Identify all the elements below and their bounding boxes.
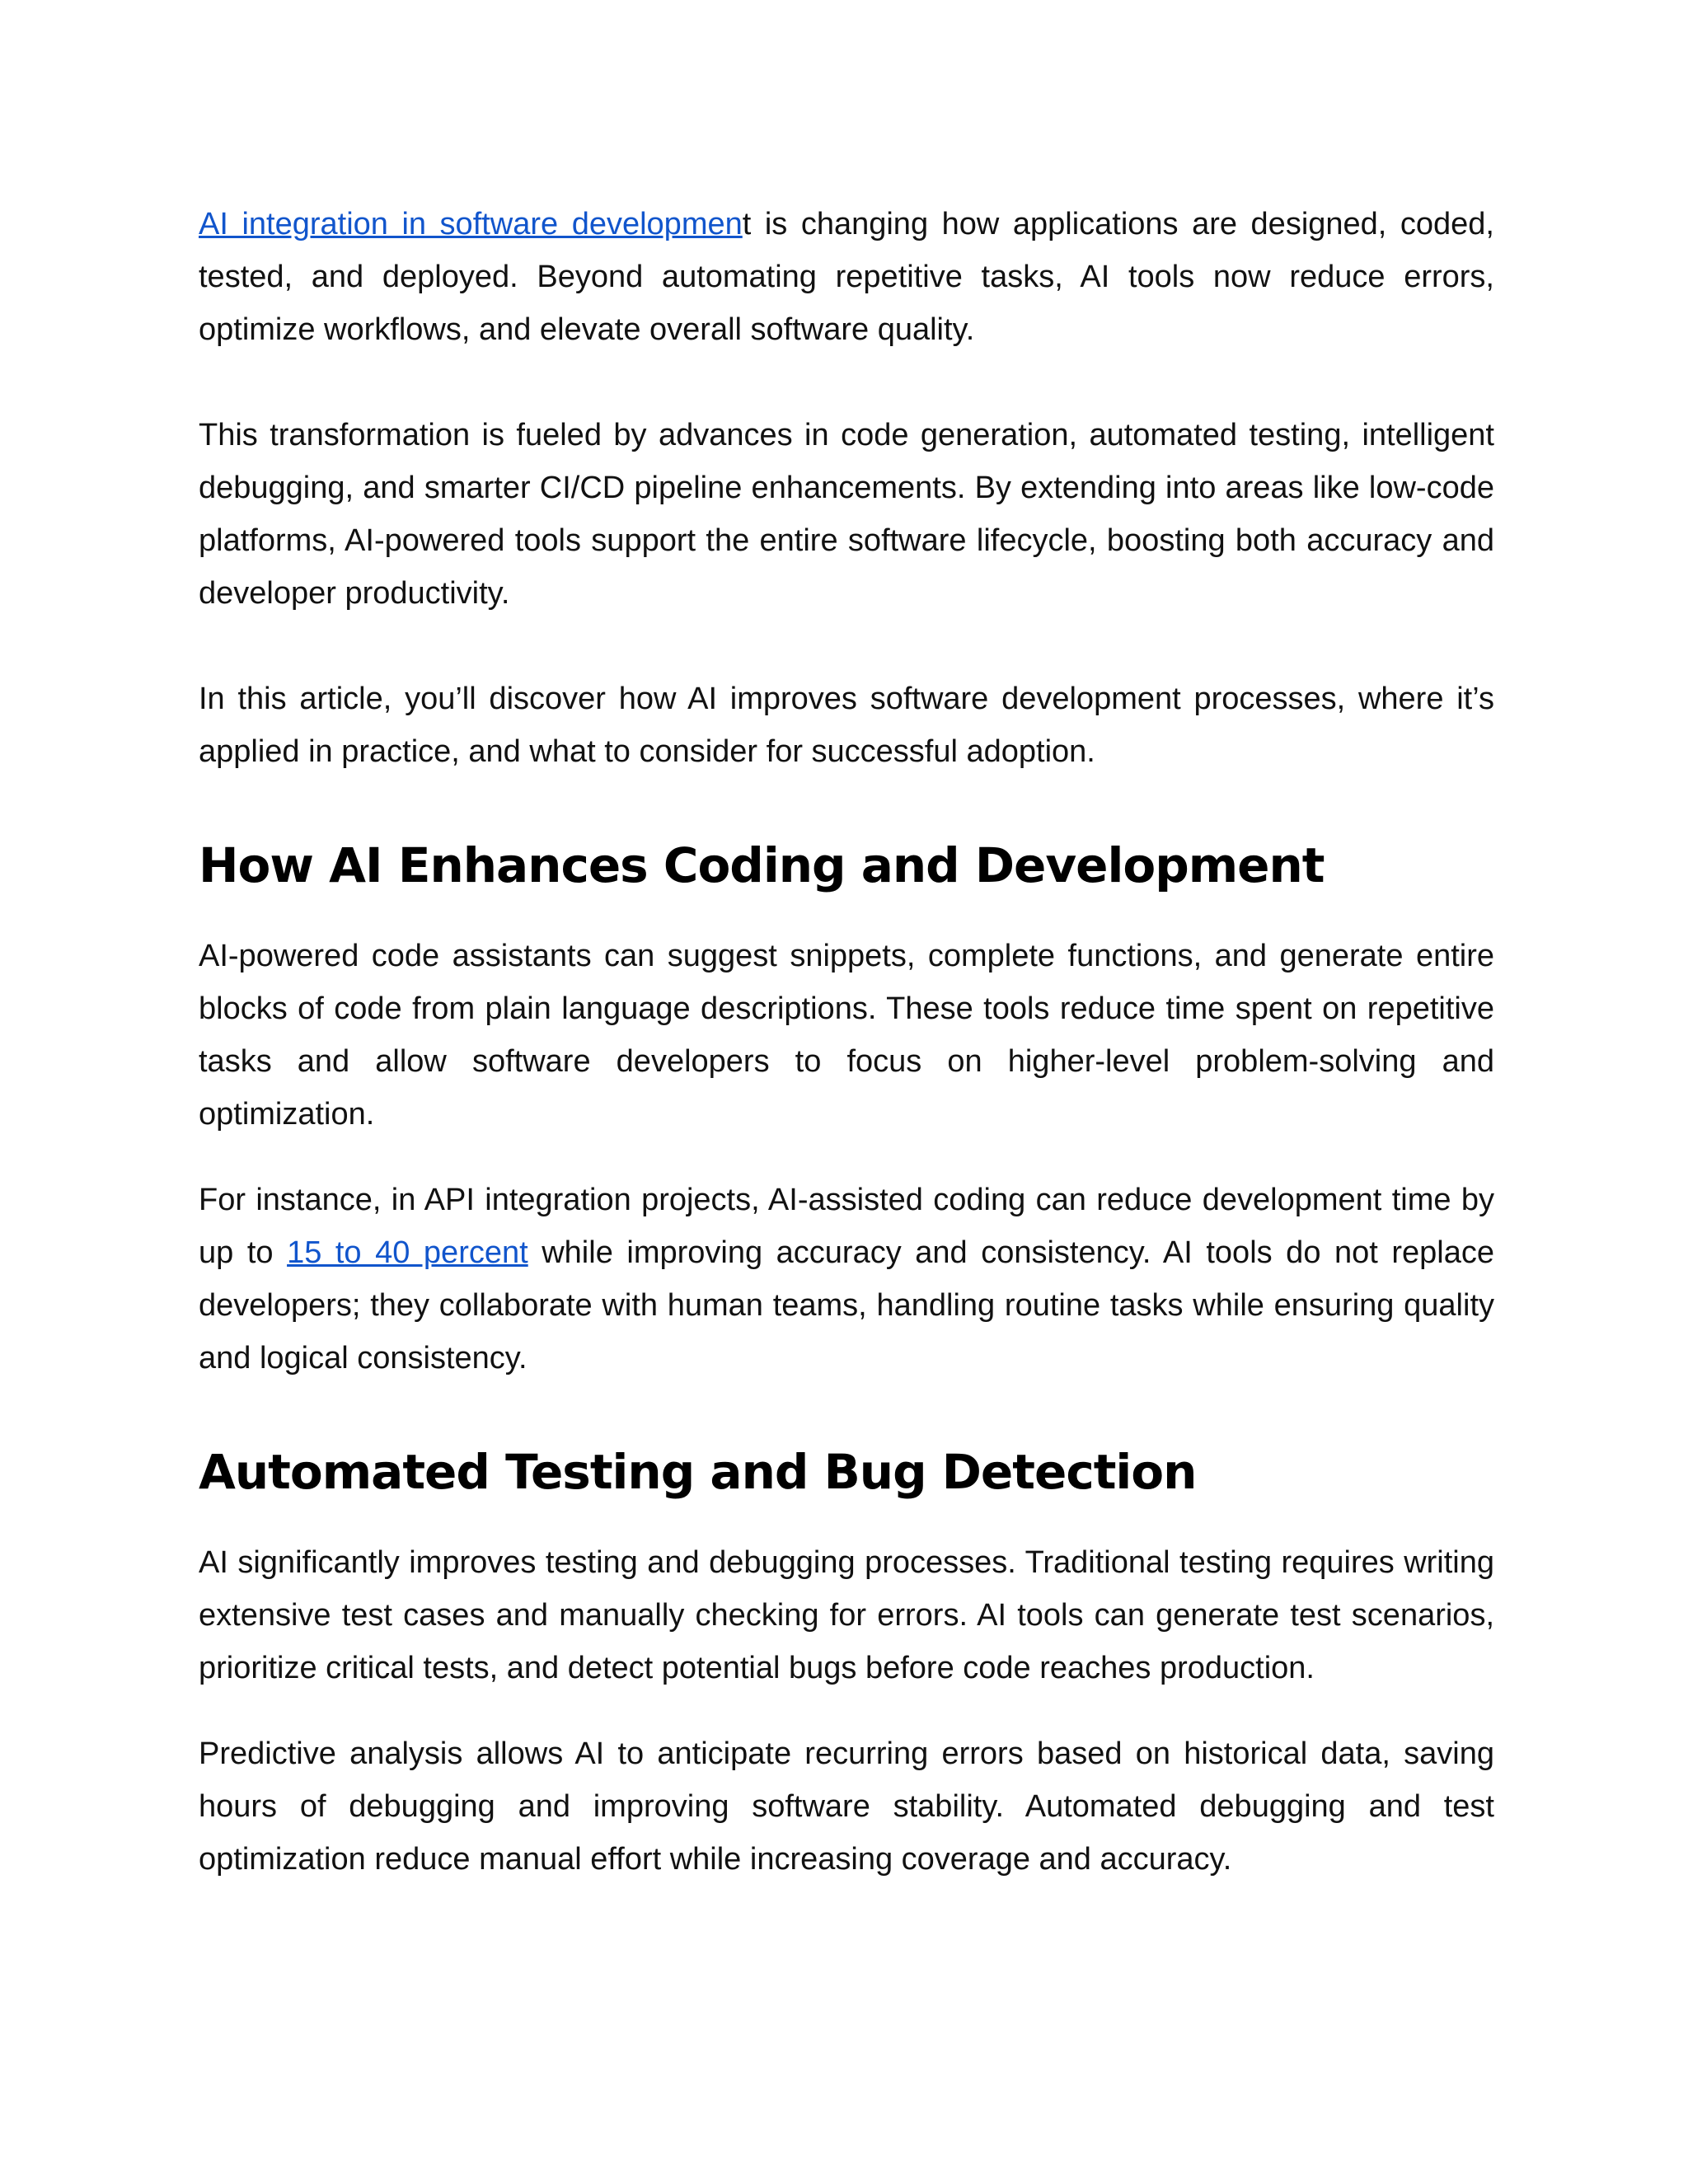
coding-paragraph-1: AI-powered code assistants can suggest snippets, complete functions, and generate entire blocks of code from plain language descriptions. These tools reduce time spent on repetitive tasks and allow software developers to focus on higher-level problem-solving and optimization. xyxy=(199,939,1494,1132)
section-heading-testing: Automated Testing and Bug Detection xyxy=(199,1444,1197,1500)
percent-link[interactable]: 15 to 40 percent xyxy=(287,1235,528,1270)
coding-paragraph-2-before: For instance, in API integration projects, AI-assisted coding can reduce development time by up to xyxy=(199,1183,1494,1270)
testing-paragraph-2: Predictive analysis allows AI to anticipate recurring errors based on historical data, saving hours of debugging and improving software stability. Automated debugging and test optimization reduce manual effort while increasing coverage and accuracy. xyxy=(199,1736,1494,1877)
intro-paragraph-2: This transformation is fueled by advances in code generation, automated testing, intelligent debugging, and smarter CI/CD pipeline enhancements. By extending into areas like low-code platforms, AI-powered tools support the entire software lifecycle, boosting both accuracy and developer productivity. xyxy=(199,418,1494,611)
coding-paragraph-2-after: while improving accuracy and consistency. AI tools do not replace developers; they collaborate with human teams, handling routine tasks while ensuring quality and logical consistency. xyxy=(199,1235,1495,1376)
intro-paragraph-1 xyxy=(199,198,1494,356)
ai-integration-link[interactable]: AI integration in software developmen xyxy=(199,207,743,241)
document-page xyxy=(199,198,1494,1886)
coding-paragraph-2 xyxy=(199,1174,1494,1385)
section-heading-coding: How AI Enhances Coding and Development xyxy=(199,837,1325,893)
intro-paragraph-1-text: t is changing how applications are designed, coded, tested, and deployed. Beyond automating repetitive tasks, AI tools now reduce errors, optimize workflows, and elevate overall software quality. xyxy=(199,207,1494,347)
intro-paragraph-3: In this article, you’ll discover how AI improves software development processes, where it’s applied in practice, and what to consider for successful adoption. xyxy=(199,682,1494,769)
testing-paragraph-1: AI significantly improves testing and debugging processes. Traditional testing requires writing extensive test cases and manually checking for errors. AI tools can generate test scenarios, prioritize critical tests, and detect potential bugs before code reaches production. xyxy=(199,1545,1494,1685)
